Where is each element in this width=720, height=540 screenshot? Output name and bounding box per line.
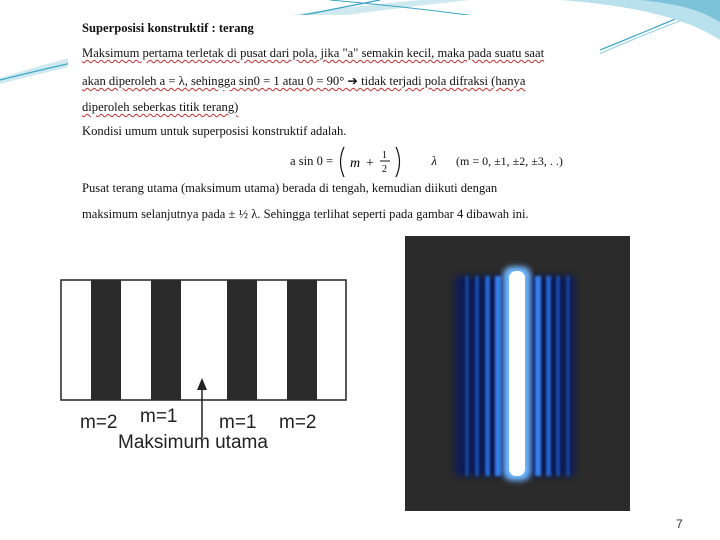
diffraction-photo: [405, 236, 630, 511]
dark-band-2: [151, 280, 181, 400]
label-m2-left: m=2: [80, 412, 118, 433]
dark-band-4: [287, 280, 317, 400]
label-main-maximum: Maksimum utama: [118, 432, 268, 453]
formula-frac-num: 1: [382, 150, 388, 161]
constructive-formula: [290, 145, 437, 179]
paragraph-line-2: akan diperoleh a = λ, sehingga sin0 = 1 atau 0 = 90° ➔ tidak terjadi pola difraksi (hanya: [82, 74, 526, 88]
fringe-diagram: [45, 238, 370, 466]
m-condition: (m = 0, ±1, ±2, ±3, . .): [456, 154, 563, 168]
paragraph-line-6: maksimum selanjutnya pada ± ½ λ. Sehingga terlihat seperti pada gambar 4 dibawah ini.: [82, 207, 529, 221]
label-m1-left: m=1: [140, 406, 178, 427]
formula-lhs: a sin 0 =: [290, 153, 334, 168]
formula-lambda: λ: [431, 153, 437, 168]
formula-paren-group: [336, 145, 428, 179]
section-title: Superposisi konstruktif : terang: [82, 21, 254, 35]
label-m2-right: m=2: [279, 412, 317, 433]
paragraph-line-1: Maksimum pertama terletak di pusat dari pola, jika "a" semakin kecil, maka pada suatu saat: [82, 46, 545, 60]
formula-frac-den: 2: [382, 164, 388, 175]
paragraph-line-4: Kondisi umum untuk superposisi konstruktif adalah.: [82, 124, 347, 138]
label-m1-right: m=1: [219, 412, 257, 433]
paragraph-line-3: diperoleh seberkas titik terang): [82, 100, 239, 114]
page-number: 7: [676, 517, 683, 531]
paragraph-line-5: Pusat terang utama (maksimum utama) berada di tengah, kemudian diikuti dengan: [82, 181, 498, 195]
formula-m: m: [350, 156, 361, 171]
text-panel: [68, 15, 600, 225]
formula-plus: +: [366, 156, 375, 171]
dark-band-1: [91, 280, 121, 400]
central-maximum: [509, 271, 525, 476]
diffraction-photo-svg: [405, 236, 630, 511]
dark-band-3: [227, 280, 257, 400]
